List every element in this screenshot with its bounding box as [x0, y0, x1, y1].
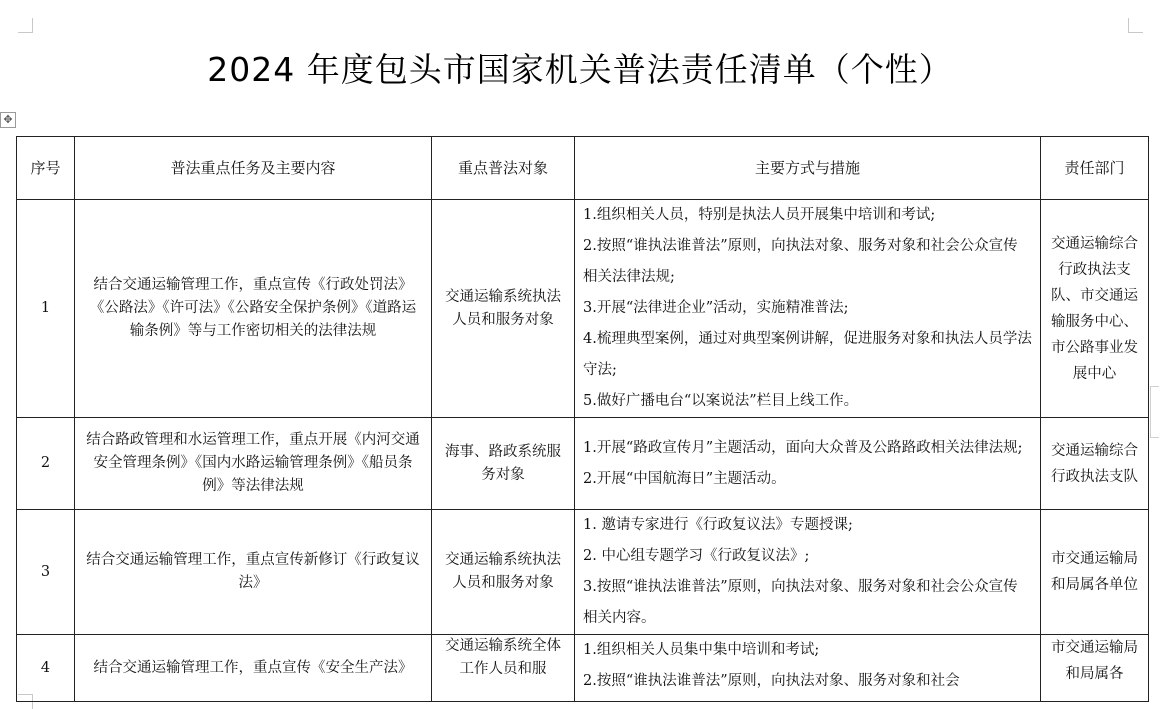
method-item: 4.梳理典型案例，通过对典型案例讲解，促进服务对象和执法人员学法守法;: [583, 331, 1032, 378]
table-row: [17, 635, 1149, 702]
page-corner-mark: [18, 18, 33, 33]
methods-cell: [575, 418, 1041, 510]
table-row: [17, 510, 1149, 635]
document-title: 2024 年度包头市国家机关普法责任清单（个性）: [207, 50, 953, 89]
header-dept: 责任部门: [1041, 137, 1149, 200]
header-no: 序号: [17, 137, 75, 200]
row-number: 2: [17, 418, 75, 510]
task-cell: 结合交通运输管理工作，重点宣传新修订《行政复议法》: [75, 510, 432, 635]
method-item: 1. 邀请专家进行《行政复议法》专题授课;: [583, 517, 853, 533]
method-item: 2.开展“中国航海日”主题活动。: [583, 470, 786, 487]
method-item: 5.做好广播电台“以案说法”栏目上线工作。: [583, 393, 859, 409]
row-number: 1: [17, 200, 75, 418]
method-item: 1.组织相关人员，特别是执法人员开展集中培训和考试;: [583, 207, 936, 223]
target-cell: 海事、路政系统服务对象: [432, 418, 575, 510]
responsibility-table: [16, 136, 1149, 702]
row-number: 3: [17, 510, 75, 635]
target-cell: 交通运输系统执法人员和服务对象: [432, 200, 575, 418]
dept-cell: 市交通运输局和局属各: [1041, 635, 1149, 702]
target-cell: 交通运输系统全体工作人员和服: [432, 635, 575, 702]
table-header-row: [17, 137, 1149, 200]
header-methods: 主要方式与措施: [575, 137, 1041, 200]
methods-cell: [575, 510, 1041, 635]
table-move-handle-icon[interactable]: ✥: [0, 112, 16, 128]
dept-cell: 交通运输综合行政执法支队: [1041, 418, 1149, 510]
method-item: 2.按照“谁执法谁普法”原则，向执法对象、服务对象和社会: [583, 673, 960, 689]
target-cell: 交通运输系统执法人员和服务对象: [432, 510, 575, 635]
page-corner-mark: [1128, 18, 1143, 33]
scroll-edge-marker: [1150, 386, 1159, 438]
row-number: 4: [17, 635, 75, 702]
method-item: 3.开展“法律进企业”活动，实施精准普法;: [583, 300, 849, 316]
method-item: 3.按照“谁执法谁普法”原则，向执法对象、服务对象和社会公众宣传相关内容。: [583, 579, 1018, 626]
task-cell: 结合交通运输管理工作，重点宣传《行政处罚法》《公路法》《许可法》《公路安全保护条例》《道路运输条例》等与工作密切相关的法律法规: [75, 200, 432, 418]
dept-cell: 交通运输综合行政执法支队、市交通运输服务中心、市公路事业发展中心: [1041, 200, 1149, 418]
method-item: 2.按照“谁执法谁普法”原则，向执法对象、服务对象和社会公众宣传相关法律法规;: [583, 238, 1018, 285]
header-target: 重点普法对象: [432, 137, 575, 200]
methods-cell: [575, 635, 1041, 702]
task-cell: 结合交通运输管理工作，重点宣传《安全生产法》: [75, 635, 432, 702]
method-item: 1.组织相关人员集中集中培训和考试;: [583, 642, 820, 658]
methods-cell: [575, 200, 1041, 418]
table-row: [17, 200, 1149, 418]
method-item: 1.开展“路政宣传月”主题活动，面向大众普及公路路政相关法律法规;: [583, 439, 1023, 456]
dept-cell: 市交通运输局和局属各单位: [1041, 510, 1149, 635]
task-cell: 结合路政管理和水运管理工作，重点开展《内河交通安全管理条例》《国内水路运输管理条例》《船员条例》等法律法规: [75, 418, 432, 510]
method-item: 2. 中心组专题学习《行政复议法》;: [583, 548, 810, 564]
header-task: 普法重点任务及主要内容: [75, 137, 432, 200]
table-row: [17, 418, 1149, 510]
